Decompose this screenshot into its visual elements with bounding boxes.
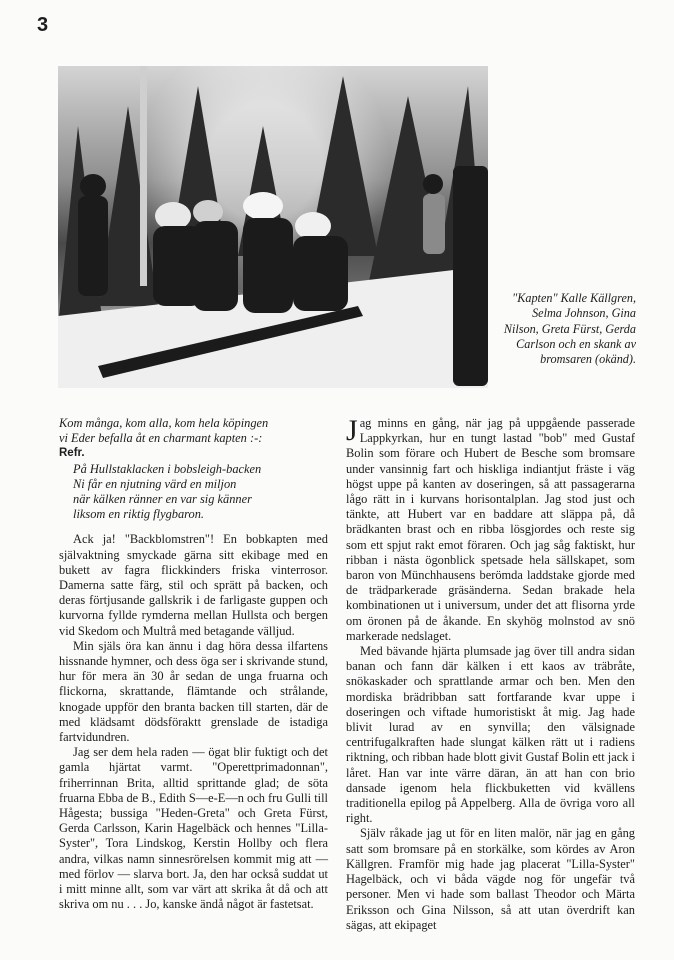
poem-line: Ni får en njutning värd en miljon <box>73 476 237 491</box>
poem-line: vi Eder befalla åt en charmant kapten :-: <box>59 431 263 446</box>
paragraph: Ack ja! "Backblomstren"! En bobkapten med självaktning smyckade gärna sitt ekibage med en bukett av fagra flickkinders friska vinterrosor. Damerna satte färg, stil och sprätt på backen, och deras förtjusande gallskrik i de farligaste guppen och kurvorna fyllde rymderna mellan Hullsta och bergen vid Skedom och Multrå med betagande välljud. <box>59 532 328 638</box>
poem <box>59 416 328 522</box>
paragraph-with-dropcap <box>346 416 635 644</box>
paragraph: Jag ser dem hela raden — ögat blir fuktigt och det gamla hjärtat varmt. "Operettprimadonnan", friherrinnan Brita, alltid sprittande glad; de söta fruarna Ebba de B., Edith S—e-E—n och fru Gulli till Hågesta; bussiga "Heden-Greta" och Greta Fürst, Gerda Carlsson, Karin Hagelbäck och hennes "Lilla-Syster", Tora Lindskog, Kerstin Hollby och flera andra, vilkas namn sinnesrörelsen kommit mig att — med förlov — slarva bort. Ja, den har också suddat ut i mitt minne allt, som var värt att skrika åt då och att skriva om nu . . . Jo, kanske ändå något är fastetsat. <box>59 745 328 912</box>
page-number: 3 <box>37 14 49 36</box>
paragraph: Själv råkade jag ut för en liten malör, när jag en gång satt som bromsare på en storkälke, som kördes av Aron Källgren. Framför mig hade jag placerat "Lilla-Syster" Hagelbäck, och vi båda vägde nog för ungefär två personer. Men vi hade som ballast Theodor och Märta Eriksson och Gina Nilsson, så att utan överdrift kan sägas, att ekipaget <box>346 826 635 932</box>
poem-line: liksom en riktig flygbaron. <box>73 507 205 522</box>
paragraph-text: ag minns en gång, när jag på uppgående passerade Lappkyrkan, hur en tungt lastad "bob" med Gustaf Bolin som förare och Hubert de Besche som bromsare under vansinnig fart och hiskliga indiantjut fräste i väg högst uppe på kanten av doseringen, så att passagerarna lågo rätt in i kurvans horisontalplan. Jag stod just och tänkte, att Hubert var en baddare att släppa på, då brädkanten brast och en ribba lösgjordes och reste sig som ett spjut rakt emot föraren. Och jag såg faktiskt, hur ribban i nästa ögonblick spetsade hela sällskapet, som baron von Münchhausens berömda laddstake gjorde med de trädparkerade gräsänderna. Sedan brakade hela kombinationen ut i universum, under det att flisorna yrde om öronen på de åkande. En skyhög molnstod av snö markerade nedslaget. <box>346 416 635 643</box>
left-prose <box>59 532 328 912</box>
paragraph: Min själs öra kan ännu i dag höra dessa ilfartens hissnande hymner, och dess öga ser i skrivande stund, hur för mera än 30 år sedan de unga fruarna och flickorna, skrattande, flämtande och strålande, knogade uppför den branta backen till starten, där de med klädsamt dödsföraktt grenslade de istadiga fartvidundren. <box>59 638 328 745</box>
poem-line: Kom många, kom alla, kom hela köpingen <box>59 416 269 430</box>
bobsleigh-photo <box>58 66 488 388</box>
drop-cap: J <box>346 414 358 447</box>
left-column <box>59 416 328 913</box>
photo-caption: "Kapten" Kalle Källgren, Selma Johnson, Gina Nilson, Greta Fürst, Gerda Carlson och en skank av bromsaren (okänd). <box>503 291 636 367</box>
paragraph: Med bävande hjärta plumsade jag över till andra sidan banan och fann där kälken i ett kaos av träbråte, snökaskader och sprattlande armar och ben. Men den mordiska brädribban satt fortfarande kvar uppe i doseringen och viftade humoristiskt åt mig. Jag hade blivit lurad av en synvilla; den välsignade centrifugalkraften hade slungat kälken rätt ut i radiens riktning, och ribban hade blott givit Gustaf Bolin ett jack i låret. Han var inte värre däran, än att han con brio dansade igenom hela flickbuketten vid kvällens traditionella epilog på Appelberg. Alla de övriga voro all right. <box>346 644 635 826</box>
poem-line: På Hullstaklacken i bobsleigh-backen <box>73 461 262 476</box>
right-column <box>346 416 635 933</box>
poem-refrain-label: Refr. <box>59 447 85 460</box>
poem-line: när kälken ränner en var sig känner <box>73 492 252 507</box>
